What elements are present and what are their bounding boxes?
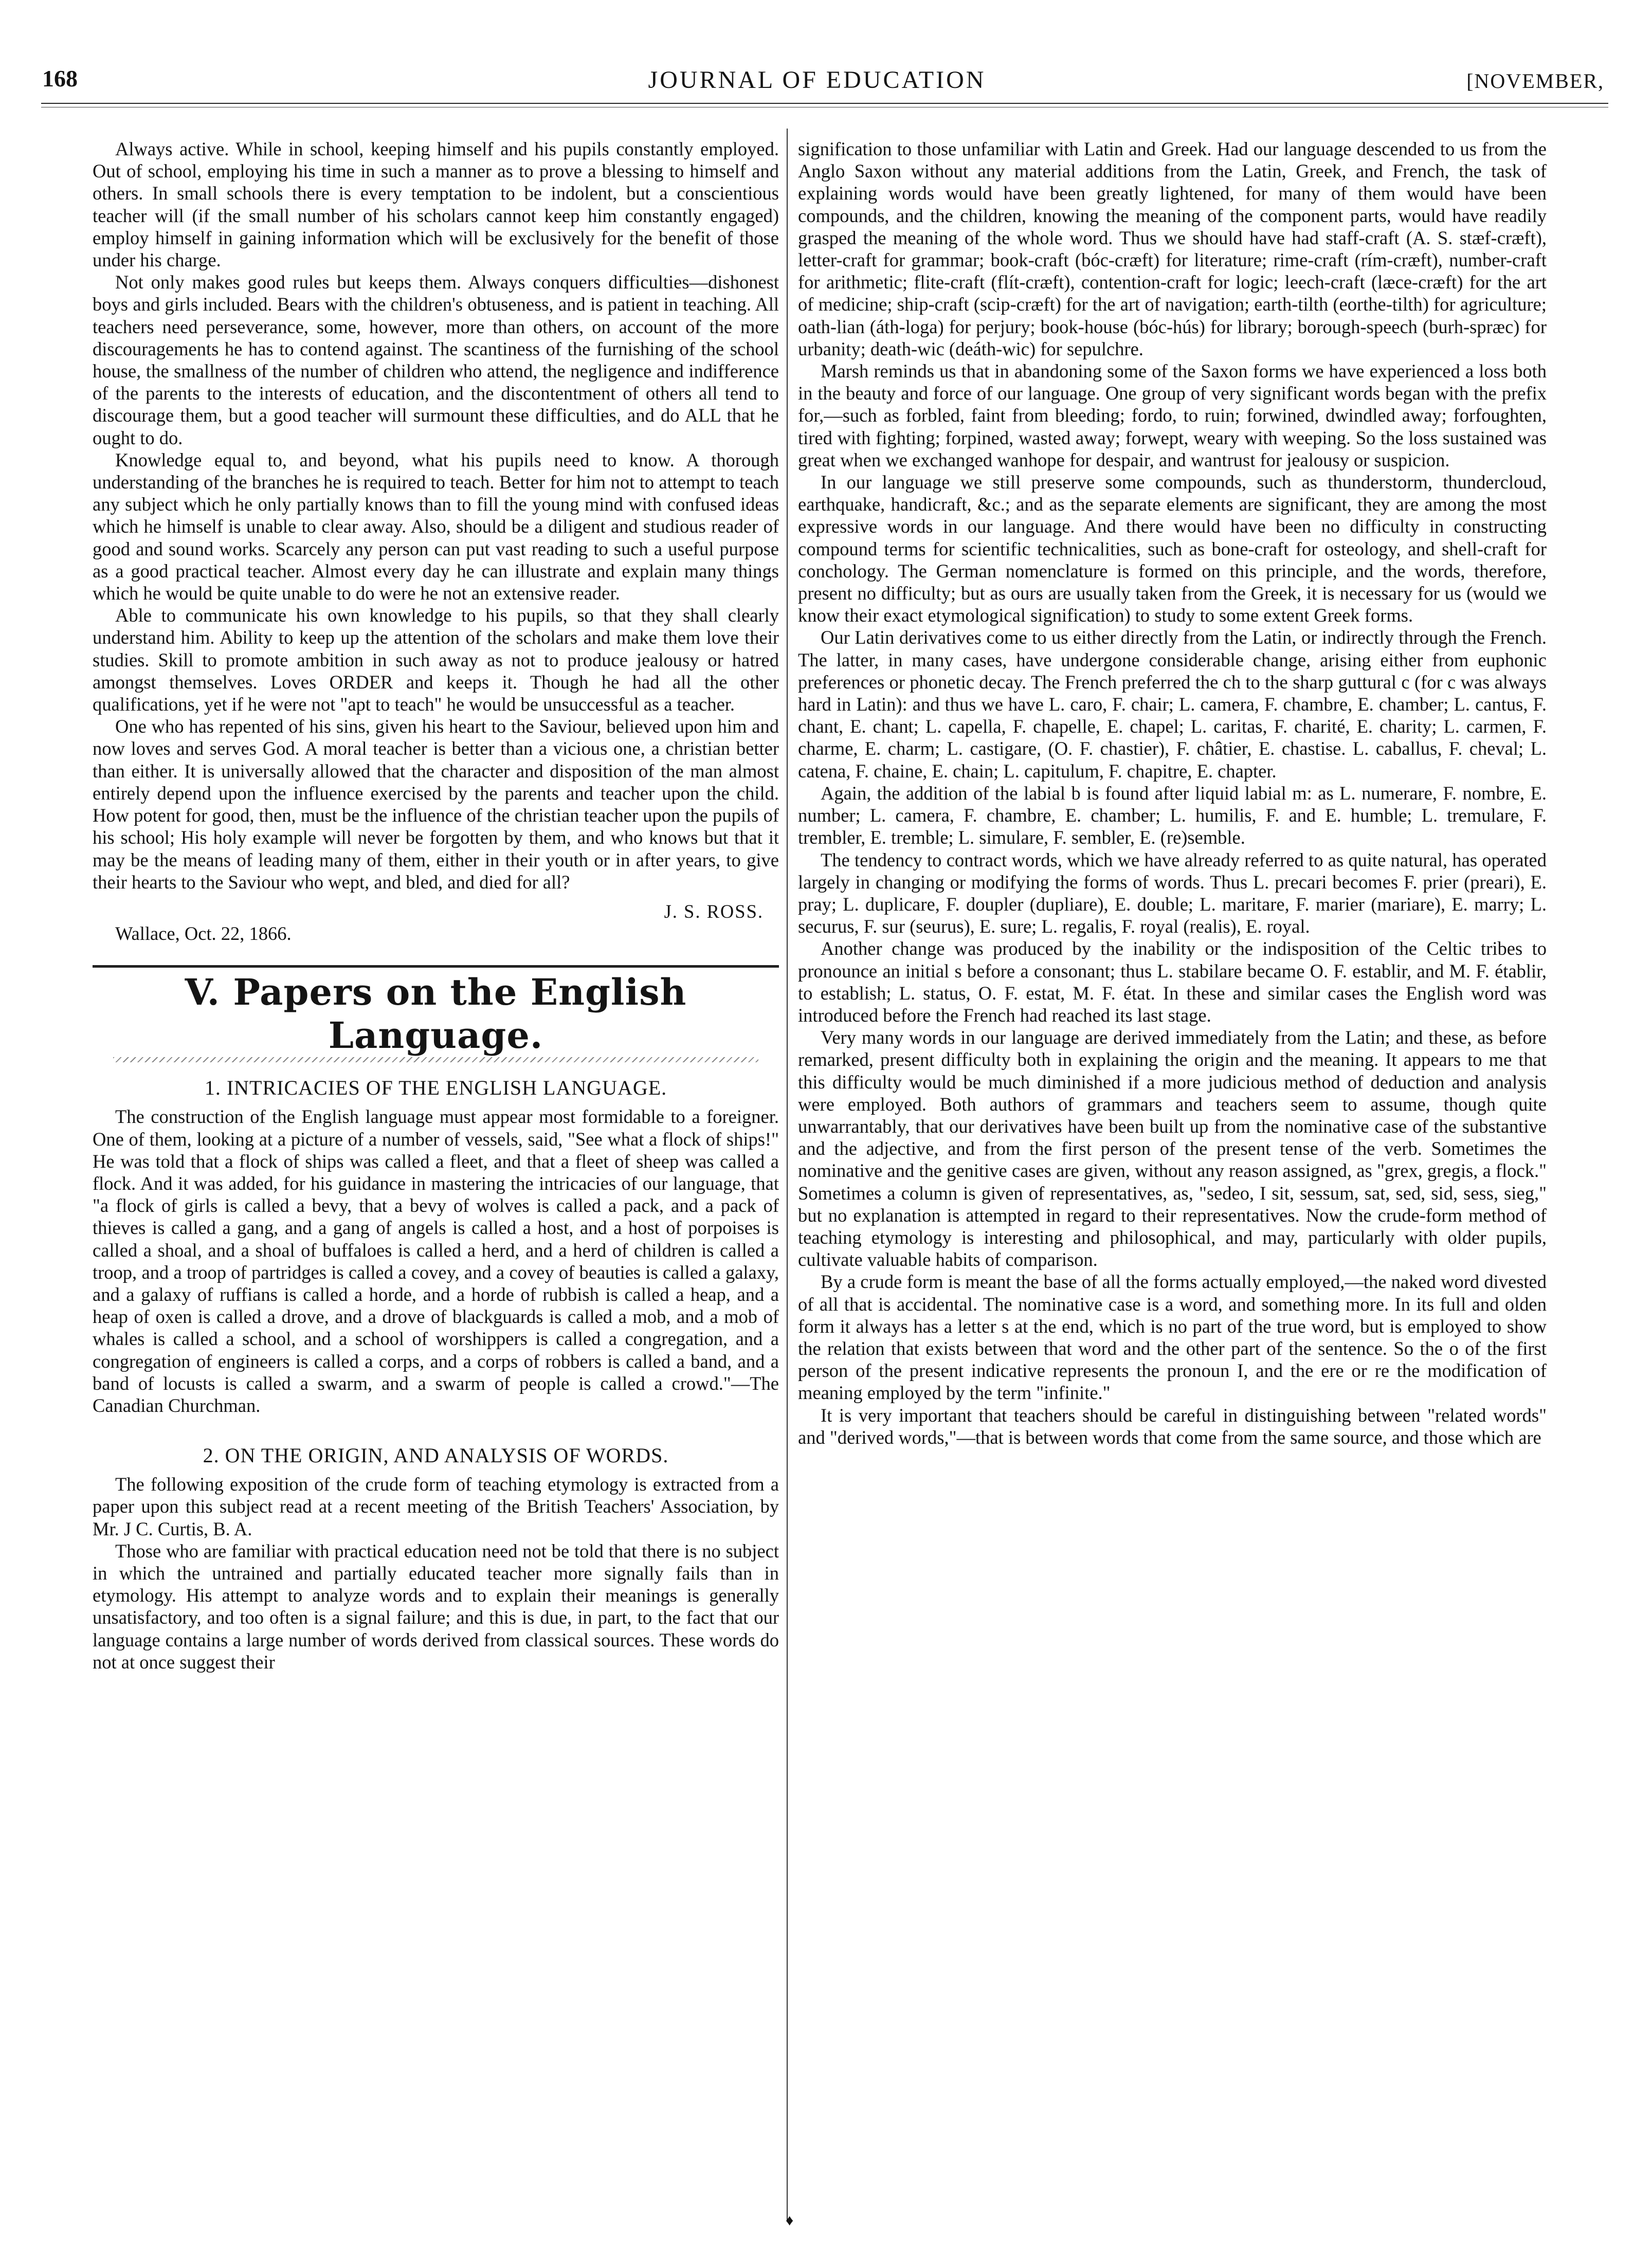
page-number: 168: [42, 65, 78, 92]
right-column: [798, 138, 1547, 1448]
paragraph-contract: The tendency to contract words, which we have already referred to as quite natural, has operated largely in changing or modifying the forms of words. Thus L. precari becomes F. prier (preari), E. pray; L. duplicare, F. doupler (dupliare), E. double; L. maritare, F. marier (mariare), E. marry; L. securus, F. sur (seurus), E. sure; L. regalis, F. royal (realis), E. royal.: [798, 849, 1547, 937]
paragraph-marsh: Marsh reminds us that in abandoning some of the Saxon forms we have experienced a loss both in the beauty and force of our language. One group of very significant words began with the prefix for,—such as forbled, faint from bleeding; fordo, to ruin; forwined, dwindled away; forfoughten, tired with fighting; forpined, wasted away; forwept, weary with weeping. So the loss sustained was great when we exchanged wanhope for despair, and wantrust for jealousy or suspicion.: [798, 360, 1547, 470]
paragraph-latin-derivatives: Our Latin derivatives come to us either directly from the Latin, or indirectly through the French. The latter, in many cases, have undergone considerable change, arising either from euphonic preferences or phonetic decay. The French preferred the ch to the sharp guttural c (for c was always hard in Latin): and thus we have L. caro, F. chair; L. camera, F. chambre, E. chamber; L. cantus, F. chant, E. chant; L. capella, F. chapelle, E. chapel; L. caritas, F. charité, E. charity; L. carmen, F. charme, E. charm; L. castigare, (O. F. chastier), F. châtier, E. chastise. L. caballus, F. cheval; L. catena, F. chaine, E. chain; L. capitulum, F. chapitre, E. chapter.: [798, 627, 1547, 782]
dateline: Wallace, Oct. 22, 1866.: [115, 923, 292, 945]
running-month: [NOVEMBER,: [1466, 69, 1604, 93]
paragraph-celtic: Another change was produced by the inability or the indisposition of the Celtic tribes to pronounce an initial s before a consonant; thus L. stabilare became O. F. establir, and M. F. établir, to establish; L. status, O. F. estat, M. F. état. In these and similar cases the English word was introduced before the French had reached its last stage.: [798, 938, 1547, 1026]
paragraph-christian-teacher: One who has repented of his sins, given his heart to the Saviour, believed upon him and now loves and serves God. A moral teacher is better than a vicious one, a christian better than either. It is universally allowed that the character and disposition of the man almost entirely depend upon the influence exercised by the parents and teacher upon the child. How potent for good, then, must be the influence of the christian teacher upon the pupils of his school; His holy example will never be forgotten by them, and who knows but that it may be the means of leading many of them, either in their youth or in after years, to give their hearts to the Saviour who wept, and bled, and died for all?: [93, 716, 779, 893]
paragraph-labial: Again, the addition of the labial b is found after liquid labial m: as L. numerare, F. nombre, E. number; L. camera, F. chambre, E. chamber; L. humilis, F. and E. humble; L. tremulare, F. trembler, E. tremble; L. simulare, F. sembler, E. (re)semble.: [798, 782, 1547, 848]
printer-mark: ♦: [786, 2212, 794, 2229]
left-column: [93, 138, 779, 1673]
paragraph-signification: signification to those unfamiliar with Latin and Greek. Had our language descended to us from the Anglo Saxon without any material additions from the Latin, Greek, and French, the task of explaining words would have been greatly lightened, for many of them would have been compounds, and the children, knowing the meaning of the component parts, would have readily grasped the meaning of the whole word. Thus we should have had staff-craft (A. S. stæf-cræft), letter-craft for grammar; book-craft (bóc-cræft) for literature; rime-craft (rím-cræft), number-craft for arithmetic; flite-craft (flít-cræft), contention-craft for logic; leech-craft (læce-cræft) for the art of medicine; ship-craft (scip-cræft) for the art of navigation; earth-tilth (eorthe-tilth) for agriculture; oath-lian (áth-loga) for perjury; book-house (bóc-hús) for library; borough-speech (burh-spræc) for urbanity; death-wic (deáth-wic) for sepulchre.: [798, 138, 1547, 359]
header-rule: [41, 103, 1608, 104]
article-title-origin: 2. ON THE ORIGIN, AND ANALYSIS OF WORDS.: [203, 1444, 669, 1467]
section-ornament: [113, 1057, 758, 1062]
article-title-intricacies: 1. INTRICACIES OF THE ENGLISH LANGUAGE.: [204, 1076, 667, 1100]
article-text-intricacies: The construction of the English language must appear most formidable to a foreigner. One of them, looking at a picture of a number of vessels, said, "See what a flock of ships!" He was told that a flock of ships was called a fleet, and that a fleet of sheep was called a flock. And it was added, for his guidance in mastering the intricacies of our language, that "a flock of girls is called a bevy, that a bevy of wolves is called a pack, and a pack of thieves is called a gang, and a gang of angels is called a host, and a host of porpoises is called a shoal, and a shoal of buffaloes is called a herd, and a herd of children is called a troop, and a troop of partridges is called a covey, and a covey of beauties is called a galaxy, and a galaxy of ruffians is called a horde, and a horde of rubbish is called a heap, and a heap of oxen is called a drove, and a drove of blackguards is called a mob, and a mob of whales is called a school, and a school of worshippers is called a congregation, and a congregation of engineers is called a corps, and a corps of robbers is called a band, and a band of locusts is called a swarm, and a swarm of people is called a crowd."—The Canadian Churchman.: [93, 1106, 779, 1416]
signature-block: [93, 900, 779, 922]
paragraph-always-active: Always active. While in school, keeping himself and his pupils constantly employed. Out of school, employing his time in such a manner as to prove a blessing to himself and others. In small schools there is every temptation to be indolent, but a conscientious teacher will (if the small number of his scholars cannot keep him constantly engaged) employ himself in gaining information which will be exclusively for the benefit of those under his charge.: [93, 138, 779, 271]
paragraph-rules: Not only makes good rules but keeps them. Always conquers difficulties—dishonest boys and girls included. Bears with the children's obtuseness, and is patient in teaching. All teachers need perseverance, some, however, more than others, on account of the more discouragements he has to contend against. The scantiness of the furnishing of the school house, the smallness of the number of children who attend, the negligence and indifference of the parents to the interests of education, and the discontentment of others all tend to discourage them, but a good teacher will surmount these difficulties, and do ALL that he ought to do.: [93, 271, 779, 448]
running-title: JOURNAL OF EDUCATION: [648, 66, 986, 94]
section-heading: V. Papers on the English Language.: [185, 971, 687, 1057]
paragraph-related-words: It is very important that teachers should be careful in distinguishing between "related words" and "derived words,"—that is between words that come from the same source, and those which are: [798, 1404, 1547, 1448]
author-signature: J. S. ROSS.: [664, 900, 764, 922]
article-paragraph-familiar: Those who are familiar with practical education need not be told that there is no subject in which the untrained and partially educated teacher more signally fails than in etymology. His attempt to analyze words and to explain their meanings is generally unsatisfactory, and too often is a signal failure; and this is due, in part, to the fact that our language contains a large number of words derived from classical sources. These words do not at once suggest their: [93, 1540, 779, 1673]
article-intro: The following exposition of the crude form of teaching etymology is extracted from a paper upon this subject read at a recent meeting of the British Teachers' Association, by Mr. J C. Curtis, B. A.: [93, 1474, 779, 1539]
paragraph-crude-form: By a crude form is meant the base of all the forms actually employed,—the naked word divested of all that is accidental. The nominative case is a word, and something more. In its full and olden form it always has a letter s at the end, which is no part of the true word, but is employed to show the relation that exists between that word and the other part of the sentence. So the o of the first person of the present indicative represents the pronoun I, and the ere or re the modification of meaning employed by the term "infinite.": [798, 1271, 1547, 1404]
paragraph-very-many-words: Very many words in our language are derived immediately from the Latin; and these, as before remarked, present difficulty both in explaining the origin and the meaning. It appears to me that this difficulty would be much diminished if a more judicious method of deduction and analysis were employed. Both authors of grammars and teachers seem to assume, though quite unwarrantably, that our derivatives have been built up from the nominative case of the substantive and the adjective, and from the first person of the present tense of the verb. Sometimes the nominative and the genitive cases are given, without any reason assigned, as "grex, gregis, a flock." Sometimes a column is given of representatives, as, "sedeo, I sit, sessum, sat, sed, sid, sess, sieg," but no explanation is attempted in regard to their representatives. Now the crude-form method of teaching etymology is interesting and philosophical, and may, particularly with older pupils, cultivate valuable habits of comparison.: [798, 1027, 1547, 1271]
paragraph-compounds: In our language we still preserve some compounds, such as thunderstorm, thundercloud, earthquake, handicraft, &c.; and as the separate elements are significant, they are among the most expressive words in our language. And there would have been no difficulty in constructing compound terms for scientific technicalities, such as bone-craft for osteology, and shell-craft for conchology. The German nomenclature is formed on this principle, and the words, therefore, present no difficulty; but as ours are usually taken from the Greek, it is necessary for us (would we know their exact etymological signification) to study to some extent Greek forms.: [798, 471, 1547, 626]
section-rule: [93, 965, 779, 968]
paragraph-knowledge: Knowledge equal to, and beyond, what his pupils need to know. A thorough understanding of the branches he is required to teach. Better for him not to attempt to teach any subject which he only partially knows than to fill the young mind with confused ideas which he himself is unable to clear away. Also, should be a diligent and studious reader of good and sound works. Scarcely any person can put vast reading to such a useful purpose as a good practical teacher. Almost every day he can illustrate and explain many things which he would be quite unable to do were he not an extensive reader.: [93, 449, 779, 604]
column-divider: [787, 129, 788, 2221]
paragraph-communicate: Able to communicate his own knowledge to his pupils, so that they shall clearly understand him. Ability to keep up the attention of the scholars and make them love their studies. Skill to promote ambition in such away as not to produce jealousy or hatred amongst themselves. Loves ORDER and keeps it. Though he had all the other qualifications, yet if he were not "apt to teach" he would be unsuccessful as a teacher.: [93, 605, 779, 715]
